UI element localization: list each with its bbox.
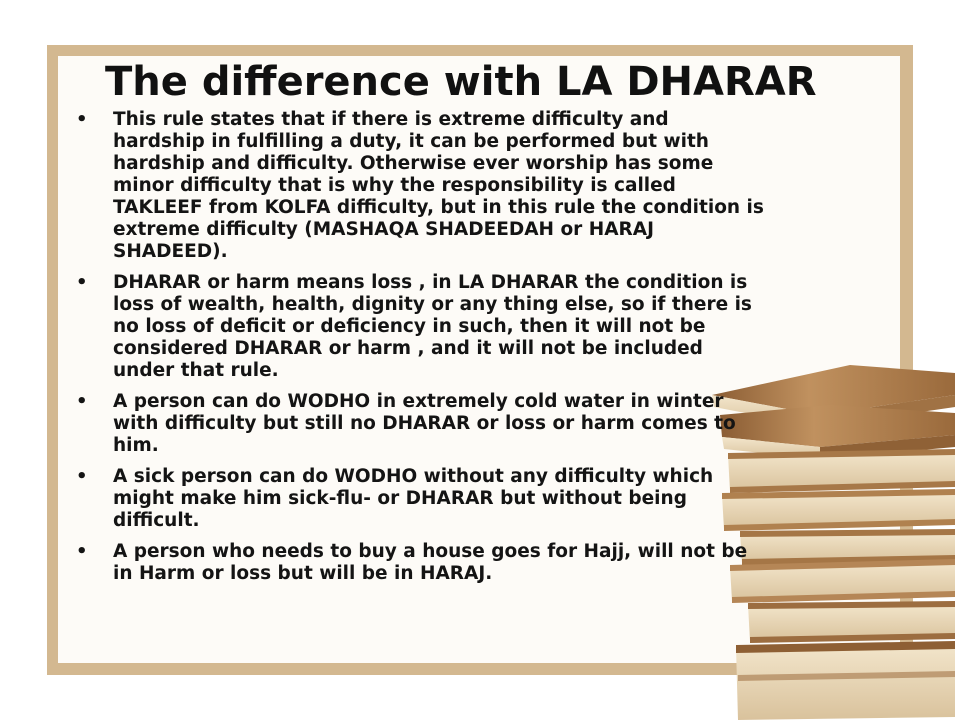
- bullet-marker: •: [76, 541, 88, 562]
- bullet-list: [76, 109, 766, 594]
- bullet-item-3: [76, 391, 766, 457]
- bullet-marker: •: [76, 391, 88, 412]
- bullet-item-1: [76, 109, 766, 263]
- bullet-marker: •: [76, 466, 88, 487]
- bullet-text: This rule states that if there is extreme difficulty and hardship in fulfilling a duty, it can be performed but with hardship and difficulty. Otherwise ever worship has some minor difficulty that is why the responsibility is called TAKLEEF from KOLFA difficulty, but in this rule the condition is extreme difficulty (MASHAQA SHADEEDAH or HARAJ SHADEED).: [113, 109, 764, 262]
- bullet-text: A sick person can do WODHO without any difficulty which might make him sick-flu- or DHARAR but without being difficult.: [113, 466, 714, 531]
- bullet-item-2: [76, 272, 766, 382]
- book-5: [740, 529, 955, 565]
- bullet-marker: •: [76, 272, 88, 293]
- bullet-text: A person can do WODHO in extremely cold water in winter with difficulty but still no DHARAR or loss or harm comes to him.: [113, 391, 736, 456]
- bullet-text: DHARAR or harm means loss , in LA DHARAR the condition is loss of wealth, health, dignity or any thing else, so if there is no loss of deficit or deficiency in such, then it will not be considered DHARAR or harm , and it will not be included under that rule.: [113, 272, 752, 381]
- book-7: [748, 601, 955, 643]
- book-8: [736, 641, 955, 720]
- bullet-item-4: [76, 466, 766, 532]
- bullet-text: A person who needs to buy a house goes for Hajj, will not be in Harm or loss but will be in HARAJ.: [113, 541, 748, 584]
- bullet-item-5: [76, 541, 766, 585]
- slide-title: The difference with LA DHARAR: [105, 59, 817, 105]
- bullet-marker: •: [76, 109, 88, 130]
